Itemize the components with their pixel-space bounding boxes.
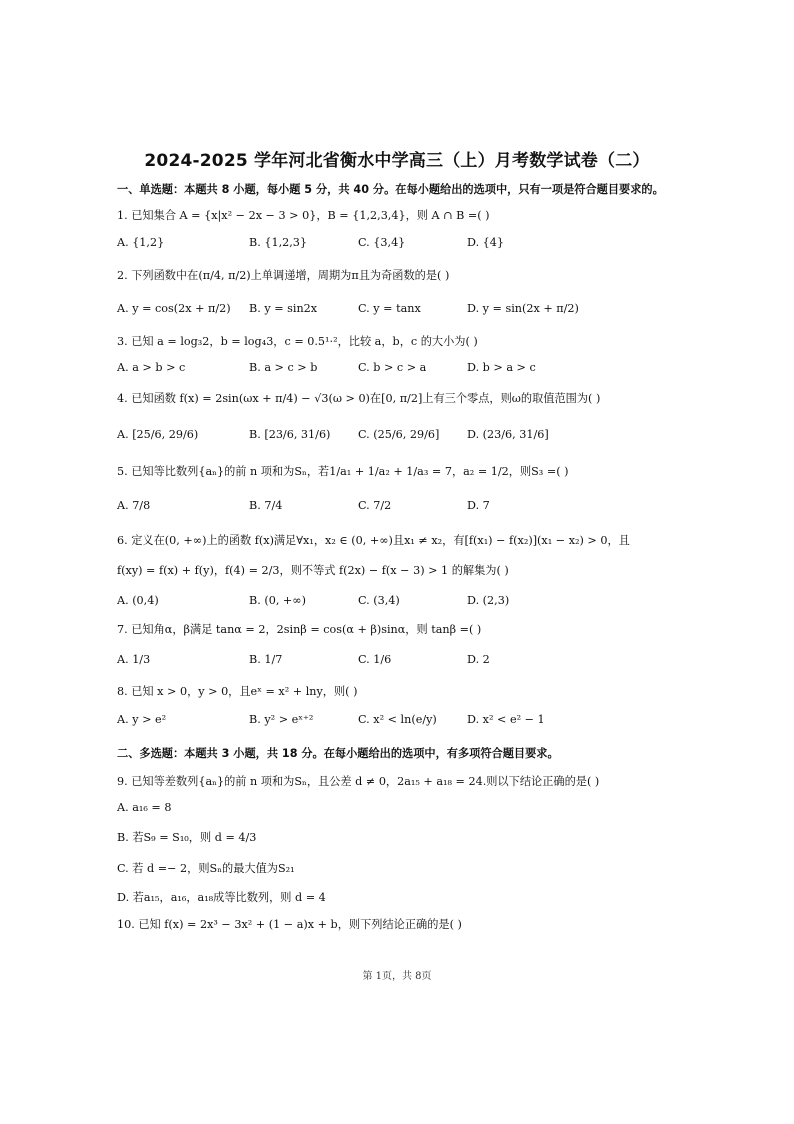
question-3-option-d: D. b > a > c — [467, 361, 536, 374]
question-1-stem: 1. 已知集合 A = {x|x² − 2x − 3 > 0}，B = {1,2,3,4}，则 A ∩ B =( ) — [117, 209, 490, 222]
section-heading-multiple-choice: 二、多选题：本题共 3 小题，共 18 分。在每小题给出的选项中，有多项符合题目要求。 — [117, 747, 559, 760]
question-1-option-c: C. {3,4} — [358, 236, 406, 249]
question-6-option-a: A. (0,4) — [117, 594, 159, 607]
question-8-option-a: A. y > e² — [117, 713, 167, 726]
question-5-option-c: C. 7/2 — [358, 499, 392, 512]
question-8-stem: 8. 已知 x > 0，y > 0，且eˣ = x² + lny，则( ) — [117, 685, 358, 698]
question-9-stem: 9. 已知等差数列{aₙ}的前 n 项和为Sₙ，且公差 d ≠ 0，2a₁₅ + a₁₈ = 24.则以下结论正确的是( ) — [117, 775, 600, 788]
question-9-option-d: D. 若a₁₅，a₁₆，a₁₈成等比数列，则 d = 4 — [117, 891, 326, 904]
question-1-option-a: A. {1,2} — [117, 236, 165, 249]
question-3-stem: 3. 已知 a = log₃2，b = log₄3，c = 0.5¹·²，比较 a，b，c 的大小为( ) — [117, 335, 478, 348]
question-6-stem-line-1: 6. 定义在(0, +∞)上的函数 f(x)满足∀x₁，x₂ ∈ (0, +∞)且x₁ ≠ x₂，有[f(x₁) − f(x₂)](x₁ − x₂) > 0，且 — [117, 534, 630, 547]
question-7-stem: 7. 已知角α，β满足 tanα = 2，2sinβ = cos(α + β)sinα，则 tanβ =( ) — [117, 623, 482, 636]
page-title: 2024-2025 学年河北省衡水中学高三（上）月考数学试卷（二） — [144, 151, 650, 171]
question-2-option-a: A. y = cos(2x + π/2) — [117, 302, 231, 315]
question-4-option-b: B. [23/6, 31/6) — [249, 428, 331, 441]
question-2-option-c: C. y = tanx — [358, 302, 421, 315]
question-4-stem: 4. 已知函数 f(x) = 2sin(ωx + π/4) − √3(ω > 0)在[0, π/2]上有三个零点，则ω的取值范围为( ) — [117, 392, 601, 405]
question-4-option-a: A. [25/6, 29/6) — [117, 428, 199, 441]
section-heading-single-choice: 一、单选题：本题共 8 小题，每小题 5 分，共 40 分。在每小题给出的选项中，只有一项是符合题目要求的。 — [117, 183, 664, 196]
question-7-option-d: D. 2 — [467, 653, 490, 666]
question-6-option-b: B. (0, +∞) — [249, 594, 306, 607]
question-8-option-b: B. y² > eˣ⁺² — [249, 713, 314, 726]
question-5-stem: 5. 已知等比数列{aₙ}的前 n 项和为Sₙ，若1/a₁ + 1/a₂ + 1/a₃ = 7，a₂ = 1/2，则S₃ =( ) — [117, 465, 569, 478]
question-2-stem: 2. 下列函数中在(π/4, π/2)上单调递增，周期为π且为奇函数的是( ) — [117, 269, 450, 282]
question-6-option-c: C. (3,4) — [358, 594, 400, 607]
question-5-option-d: D. 7 — [467, 499, 490, 512]
question-1-option-b: B. {1,2,3} — [249, 236, 308, 249]
question-9-option-a: A. a₁₆ = 8 — [117, 801, 172, 814]
question-2-option-d: D. y = sin(2x + π/2) — [467, 302, 579, 315]
question-2-option-b: B. y = sin2x — [249, 302, 318, 315]
question-10-stem: 10. 已知 f(x) = 2x³ − 3x² + (1 − a)x + b，则下列结论正确的是( ) — [117, 918, 462, 931]
question-1-option-d: D. {4} — [467, 236, 505, 249]
question-4-option-c: C. (25/6, 29/6] — [358, 428, 440, 441]
page-footer: 第 1页，共 8页 — [362, 971, 432, 982]
question-7-option-b: B. 1/7 — [249, 653, 283, 666]
question-7-option-c: C. 1/6 — [358, 653, 392, 666]
question-6-option-d: D. (2,3) — [467, 594, 510, 607]
question-3-option-b: B. a > c > b — [249, 361, 318, 374]
question-8-option-c: C. x² < ln(e/y) — [358, 713, 437, 726]
question-5-option-a: A. 7/8 — [117, 499, 151, 512]
question-9-option-c: C. 若 d =− 2，则Sₙ的最大值为S₂₁ — [117, 862, 295, 875]
question-9-option-b: B. 若S₉ = S₁₀，则 d = 4/3 — [117, 831, 257, 844]
question-3-option-c: C. b > c > a — [358, 361, 427, 374]
question-6-stem-line-2: f(xy) = f(x) + f(y)，f(4) = 2/3，则不等式 f(2x) − f(x − 3) > 1 的解集为( ) — [117, 564, 509, 577]
question-3-option-a: A. a > b > c — [117, 361, 186, 374]
question-8-option-d: D. x² < e² − 1 — [467, 713, 545, 726]
question-5-option-b: B. 7/4 — [249, 499, 283, 512]
question-4-option-d: D. (23/6, 31/6] — [467, 428, 549, 441]
question-7-option-a: A. 1/3 — [117, 653, 151, 666]
